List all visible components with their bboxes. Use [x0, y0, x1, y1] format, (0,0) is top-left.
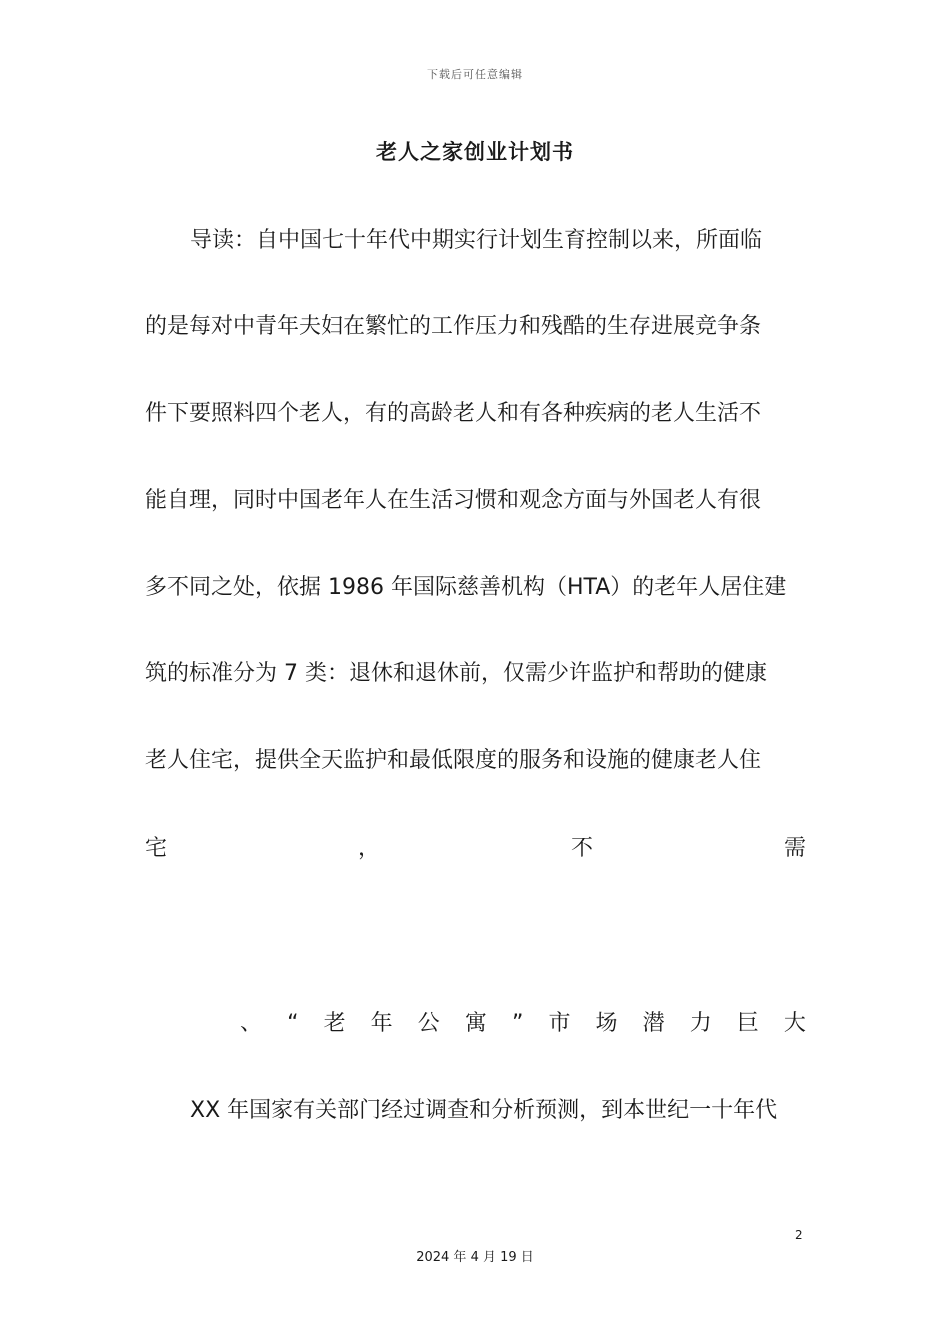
heading-token: 公 — [417, 1011, 440, 1036]
heading-token: 力 — [689, 1011, 712, 1036]
paragraph-line-1: 导读：自中国七十年代中期实行计划生育控制以来，所面临 — [190, 228, 763, 253]
paragraph-line-8 — [145, 834, 806, 864]
paragraph-line-7: 老人住宅，提供全天监护和最低限度的服务和设施的健康老人住 — [145, 748, 762, 773]
heading-token: 大 — [783, 1011, 806, 1036]
word-token: ， — [357, 836, 380, 861]
heading-token: 、 — [240, 1011, 263, 1036]
paragraph-line-4: 能自理，同时中国老年人在生活习惯和观念方面与外国老人有很 — [145, 488, 762, 513]
paragraph-line-3: 件下要照料四个老人，有的高龄老人和有各种疾病的老人生活不 — [145, 401, 762, 426]
page-number: 2 — [795, 1228, 803, 1242]
heading-token: 寓 — [464, 1011, 487, 1036]
heading-token: ” — [511, 1011, 524, 1036]
paragraph-line-6: 筑的标准分为 7 类：退休和退休前，仅需少许监护和帮助的健康 — [145, 661, 767, 686]
heading-token: 年 — [370, 1011, 393, 1036]
word-token: 需 — [783, 836, 806, 861]
heading-token: 潜 — [642, 1011, 665, 1036]
paragraph-line-5: 多不同之处，依据 1986 年国际慈善机构（HTA）的老年人居住建 — [145, 575, 787, 600]
paragraph-line-last: XX 年国家有关部门经过调查和分析预测，到本世纪一十年代 — [190, 1098, 778, 1123]
paragraph-line-2: 的是每对中青年夫妇在繁忙的工作压力和残酷的生存进展竞争条 — [145, 314, 762, 339]
header-note: 下载后可任意编辑 — [427, 68, 523, 81]
heading-token: 市 — [548, 1011, 571, 1036]
heading-token: 老 — [323, 1011, 346, 1036]
document-title: 老人之家创业计划书 — [376, 140, 574, 164]
heading-token: 场 — [595, 1011, 618, 1036]
section-heading — [240, 1009, 806, 1039]
word-token: 不 — [570, 836, 593, 861]
footer-date: 2024 年 4 月 19 日 — [416, 1250, 534, 1265]
heading-token: 巨 — [736, 1011, 759, 1036]
heading-token: “ — [287, 1011, 299, 1036]
word-token: 宅 — [145, 836, 168, 861]
